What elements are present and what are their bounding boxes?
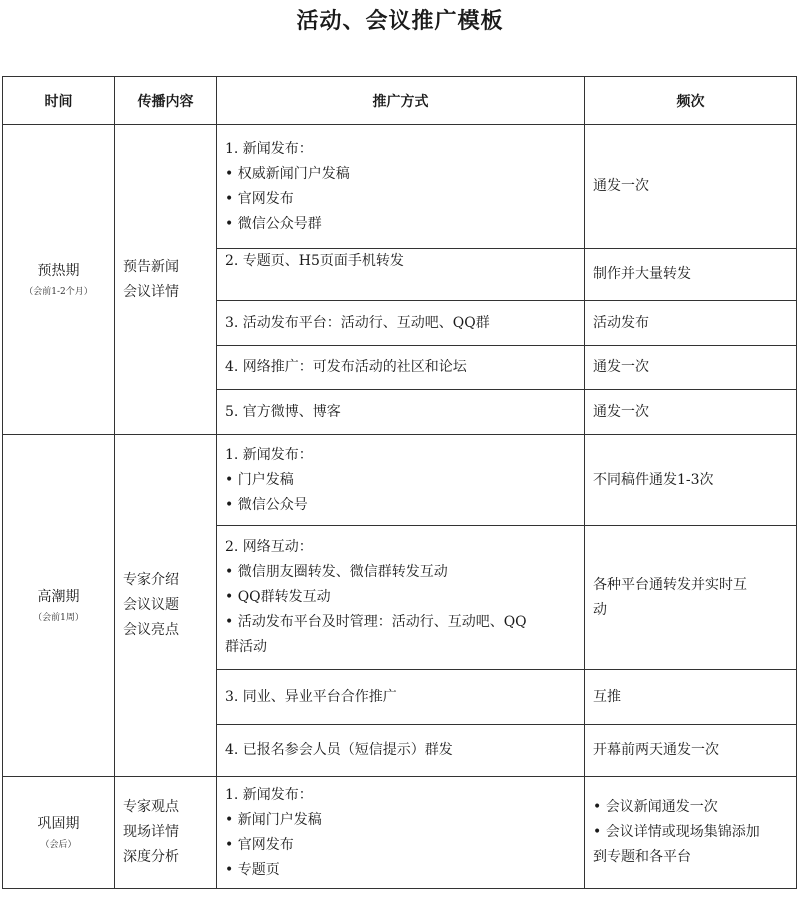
table-row: [3, 435, 797, 526]
promotion-table: [2, 76, 797, 889]
method-line: • 权威新闻门户发稿: [225, 165, 350, 182]
frequency-cell: [585, 725, 797, 777]
method-cell: [217, 435, 585, 526]
content-line: 会议议题: [123, 597, 179, 613]
method-line: • QQ群转发互动: [225, 589, 331, 605]
method-cell: [217, 777, 585, 889]
method-cell: [217, 670, 585, 725]
method-line: 1. 新闻发布：: [225, 140, 313, 157]
frequency-cell: [585, 346, 797, 390]
frequency-line: 通发一次: [593, 359, 649, 375]
frequency-cell: [585, 301, 797, 346]
frequency-cell: [585, 390, 797, 435]
method-line: 3. 同业、异业平台合作推广: [225, 688, 397, 705]
method-line: • 门户发稿: [225, 471, 294, 488]
method-line: 4. 已报名参会人员（短信提示）群发: [225, 742, 453, 758]
frequency-line: 不同稿件通发1-3次: [593, 471, 714, 488]
method-line: 1. 新闻发布：: [225, 446, 313, 463]
method-line: • 微信公众号群: [225, 215, 322, 232]
method-line: 3. 活动发布平台：活动行、互动吧、QQ群: [225, 314, 490, 331]
content-line: 会议详情: [123, 283, 179, 300]
period-name: 预热期: [37, 263, 80, 279]
frequency-line: 开幕前两天通发一次: [593, 742, 719, 758]
period-cell-warmup: [3, 125, 115, 435]
period-note: （会前1-2个月）: [24, 287, 93, 297]
frequency-cell: [585, 670, 797, 725]
method-line: • 官网发布: [225, 190, 294, 207]
period-cell-consolidation: [3, 777, 115, 889]
method-line: 4. 网络推广：可发布活动的社区和论坛: [225, 359, 467, 375]
content-line: 预告新闻: [123, 258, 179, 275]
content-line: 专家观点: [123, 799, 179, 815]
period-name: 巩固期: [37, 816, 80, 832]
header-frequency: 频次: [585, 77, 797, 125]
period-note: （会后）: [40, 840, 77, 850]
method-line: • 新闻门户发稿: [225, 811, 322, 828]
header-time: 时间: [3, 77, 115, 125]
header-row: [3, 77, 797, 125]
content-line: 深度分析: [123, 849, 179, 865]
method-line: • 微信公众号: [225, 496, 308, 513]
frequency-line: 动: [593, 601, 607, 618]
header-method: 推广方式: [217, 77, 585, 125]
header-content: 传播内容: [115, 77, 217, 125]
content-line: 专家介绍: [123, 572, 179, 588]
page-title: 活动、会议推广模板: [296, 9, 504, 34]
method-cell: [217, 249, 585, 301]
method-cell: [217, 301, 585, 346]
frequency-line: 活动发布: [593, 314, 649, 331]
method-line: 1. 新闻发布：: [225, 786, 313, 803]
frequency-cell: [585, 526, 797, 670]
table-row: [3, 777, 797, 889]
method-cell: [217, 346, 585, 390]
frequency-line: • 会议新闻通发一次: [593, 799, 718, 815]
method-line: • 微信朋友圈转发、微信群转发互动: [225, 564, 448, 580]
frequency-line: 通发一次: [593, 178, 649, 194]
method-line: • 专题页: [225, 861, 280, 878]
content-line: 现场详情: [123, 824, 179, 840]
content-cell-warmup: [115, 125, 217, 435]
frequency-line: 各种平台通转发并实时互: [593, 576, 747, 593]
method-cell: [217, 526, 585, 670]
method-cell: [217, 725, 585, 777]
method-cell: [217, 125, 585, 249]
frequency-cell: [585, 249, 797, 301]
method-line: 5. 官方微博、博客: [225, 403, 341, 420]
frequency-line: 制作并大量转发: [593, 266, 691, 282]
method-line: • 活动发布平台及时管理：活动行、互动吧、QQ: [225, 614, 527, 630]
method-line: • 官网发布: [225, 836, 294, 853]
content-cell-peak: [115, 435, 217, 777]
period-name: 高潮期: [37, 589, 80, 605]
content-line: 会议亮点: [123, 622, 179, 638]
frequency-line: • 会议详情或现场集锦添加: [593, 824, 760, 840]
frequency-cell: [585, 435, 797, 526]
frequency-line: 到专题和各平台: [593, 849, 691, 865]
frequency-cell: [585, 125, 797, 249]
frequency-cell: [585, 777, 797, 889]
frequency-line: 互推: [593, 688, 621, 705]
frequency-line: 通发一次: [593, 403, 649, 420]
method-line: 2. 网络互动：: [225, 539, 313, 555]
method-cell: [217, 390, 585, 435]
period-cell-peak: [3, 435, 115, 777]
content-cell-consolidation: [115, 777, 217, 889]
method-line: 群活动: [225, 639, 267, 655]
table-row: [3, 125, 797, 249]
method-line: 2. 专题页、H5页面手机转发: [225, 253, 404, 269]
period-note: （会前1周）: [33, 613, 84, 623]
